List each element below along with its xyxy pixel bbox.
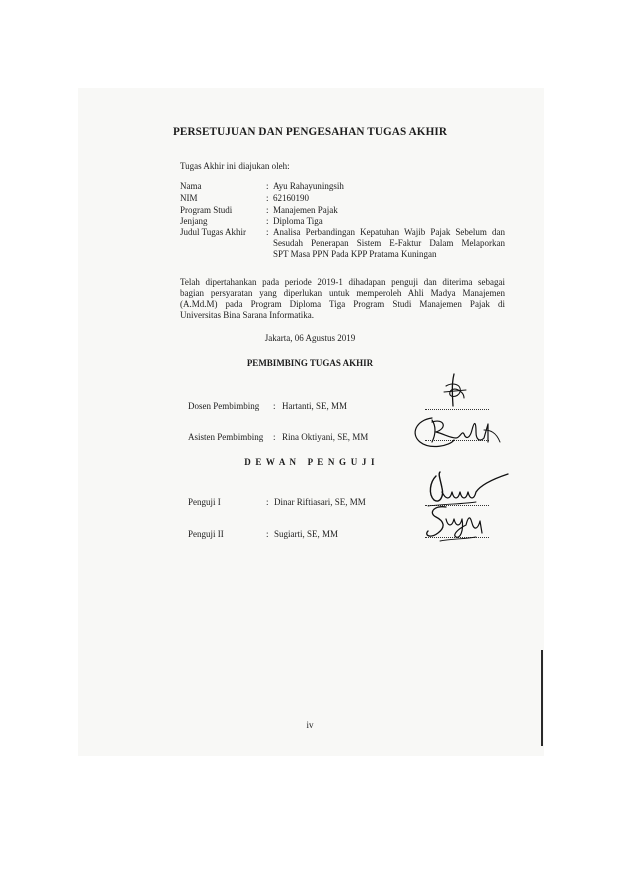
field-label-nim: NIM — [180, 193, 198, 203]
field-colon: : — [266, 227, 269, 237]
penguji-role: Penguji II — [188, 529, 224, 539]
field-value-judul-line: SPT Masa PPN Pada KPP Pratama Kuningan — [273, 249, 437, 259]
pembimbing-colon: : — [273, 401, 276, 411]
penguji-name: Sugiarti, SE, MM — [274, 529, 339, 539]
field-value-judul-line: Analisa Perbandingan Kepatuhan Wajib Pajak Sebelum dan — [273, 227, 505, 237]
scan-edge-line — [541, 650, 543, 746]
pembimbing-colon: : — [273, 432, 276, 442]
pembimbing-heading: PEMBIMBING TUGAS AKHIR — [246, 358, 374, 368]
page-number: iv — [306, 720, 314, 730]
field-value-nama: Ayu Rahayuningsih — [273, 181, 344, 191]
field-colon: : — [266, 216, 269, 226]
field-colon: : — [266, 193, 269, 203]
field-value-jenjang: Diploma Tiga — [273, 216, 323, 226]
pembimbing-role: Dosen Pembimbing — [188, 401, 260, 411]
field-colon: : — [266, 205, 269, 215]
penguji-heading: D E W A N P E N G U J I — [244, 457, 376, 467]
signature-hartanti — [440, 372, 470, 410]
field-label-jenjang: Jenjang — [180, 216, 208, 226]
field-label-program-studi: Program Studi — [180, 205, 233, 215]
penguji-colon: : — [266, 497, 269, 507]
penguji-name: Dinar Riftiasari, SE, MM — [274, 497, 366, 507]
statement-line: Universitas Bina Sarana Informatika. — [180, 310, 314, 320]
statement-line: (A.Md.M) pada Program Diploma Tiga Program Studi Manajemen Pajak di — [180, 299, 505, 309]
field-label-nama: Nama — [180, 181, 202, 191]
pembimbing-name: Hartanti, SE, MM — [282, 401, 347, 411]
field-value-nim: 62160190 — [273, 193, 309, 203]
penguji-colon: : — [266, 529, 269, 539]
field-value-judul-line: Sesudah Penerapan Sistem E-Faktur Dalam Melaporkan — [273, 238, 505, 248]
pembimbing-name: Rina Oktiyani, SE, MM — [282, 432, 369, 442]
statement-line: Telah dipertahankan pada periode 2019-1 dihadapan penguji dan diterima sebagai — [180, 277, 505, 287]
statement-line: bagian persyaratan yang diperlukan untuk memperoleh Ahli Madya Manajemen — [180, 288, 505, 298]
pembimbing-role: Asisten Pembimbing — [188, 432, 264, 442]
signature-rina — [410, 412, 502, 454]
place-date: Jakarta, 06 Agustus 2019 — [264, 333, 356, 343]
intro-text: Tugas Akhir ini diajukan oleh: — [180, 161, 290, 171]
field-colon: : — [266, 181, 269, 191]
document-title: PERSETUJUAN DAN PENGESAHAN TUGAS AKHIR — [173, 126, 447, 138]
penguji-role: Penguji I — [188, 497, 221, 507]
field-label-judul: Judul Tugas Akhir — [180, 227, 247, 237]
field-value-program-studi: Manajemen Pajak — [273, 205, 338, 215]
signature-sugiarti — [420, 503, 490, 545]
